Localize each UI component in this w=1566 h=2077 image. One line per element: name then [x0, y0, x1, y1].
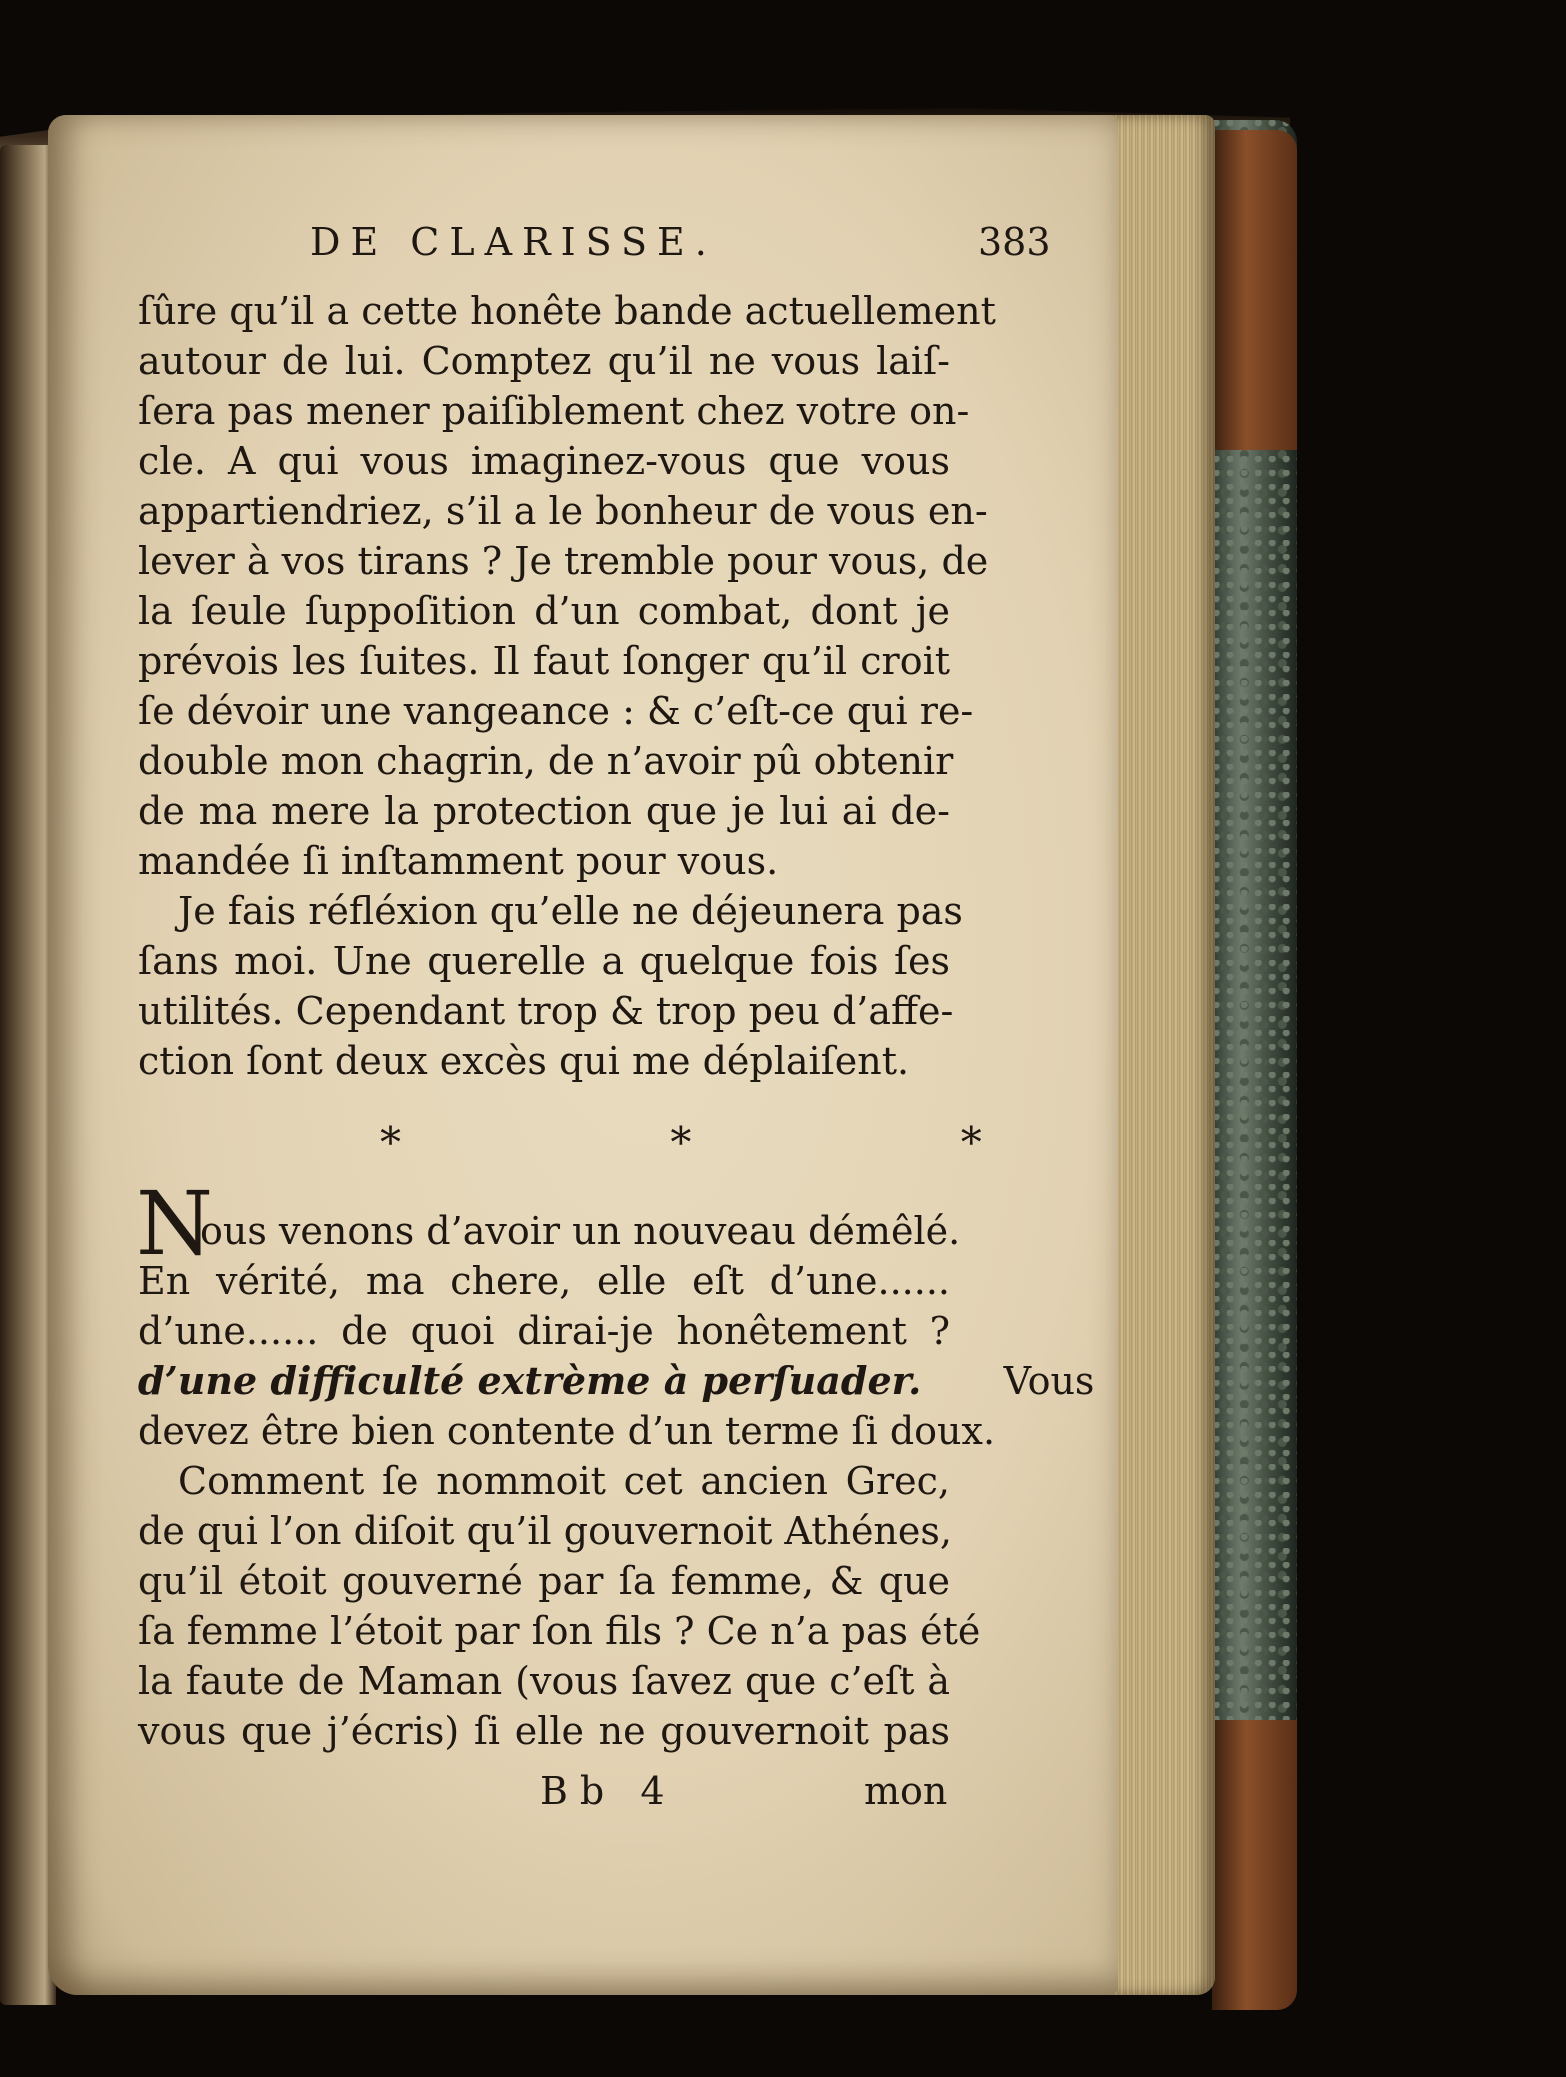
text-line: ſûre qu’il a cette honête bande actuellement	[138, 289, 996, 333]
signature-mark: Bb 4	[540, 1769, 677, 1813]
text-line: autour de lui. Comptez qu’il ne vous laiſ-	[138, 339, 950, 383]
text-line: de qui l’on diſoit qu’il gouvernoit Athénes,	[138, 1509, 952, 1553]
leather-corner-bottom	[1212, 1720, 1297, 2010]
text-line: ous venons d’avoir un nouveau démêlé.	[200, 1209, 961, 1253]
text-line: cle. A qui vous imaginez-vous que vous	[138, 439, 950, 483]
catchword: mon	[864, 1769, 948, 1813]
text-fragment: Vous	[1003, 1359, 1095, 1403]
page-number: 383	[978, 220, 1051, 264]
text-line: utilités. Cependant trop & trop peu d’affe-	[138, 989, 954, 1033]
text-line: devez être bien contente d’un terme ſi doux.	[138, 1409, 996, 1453]
text-line: ſa femme l’étoit par ſon fils ? Ce n’a pas été	[138, 1609, 981, 1653]
text-line: vous que j’écris) ſi elle ne gouvernoit pas	[138, 1709, 950, 1753]
text-line: de ma mere la protection que je lui ai de-	[138, 789, 950, 833]
italic-quote: d’une difficulté extrème à perſuader.	[138, 1358, 922, 1403]
text-line: double mon chagrin, de n’avoir pû obtenir	[138, 739, 954, 783]
text-line: ſera pas mener paiſiblement chez votre on-	[138, 389, 970, 433]
text-line: En vérité, ma chere, elle eſt d’une......	[138, 1259, 950, 1303]
text-line: ſans moi. Une querelle a quelque fois ſes	[138, 939, 950, 983]
text-line: lever à vos tirans ? Je tremble pour vous, de	[138, 539, 989, 583]
text-line: ction ſont deux excès qui me déplaiſent.	[138, 1039, 910, 1083]
running-header: DE CLARISSE.	[310, 220, 717, 264]
text-line: mandée ſi inſtamment pour vous.	[138, 839, 779, 883]
text-line: qu’il étoit gouverné par ſa femme, & que	[138, 1559, 950, 1603]
section-separator: * * *	[380, 1118, 1110, 1167]
text-line: la faute de Maman (vous ſavez que c’eſt à	[138, 1659, 950, 1703]
text-line: ſe dévoir une vangeance : & c’eſt-ce qui re-	[138, 689, 974, 733]
text-line: d’une...... de quoi dirai-je honêtement ?	[138, 1309, 950, 1353]
text-line: Je fais réfléxion qu’elle ne déjeunera pas	[178, 889, 963, 933]
text-line: la ſeule ſuppoſition d’un combat, dont je	[138, 589, 950, 633]
leather-corner-top	[1212, 130, 1297, 450]
text-line-italic-quote	[138, 1358, 1095, 1403]
drop-cap: N	[136, 1172, 213, 1275]
text-line: appartiendriez, s’il a le bonheur de vous en-	[138, 489, 988, 533]
text-line: Comment ſe nommoit cet ancien Grec,	[178, 1459, 950, 1503]
text-line: prévois les ſuites. Il faut ſonger qu’il croit	[138, 639, 950, 683]
